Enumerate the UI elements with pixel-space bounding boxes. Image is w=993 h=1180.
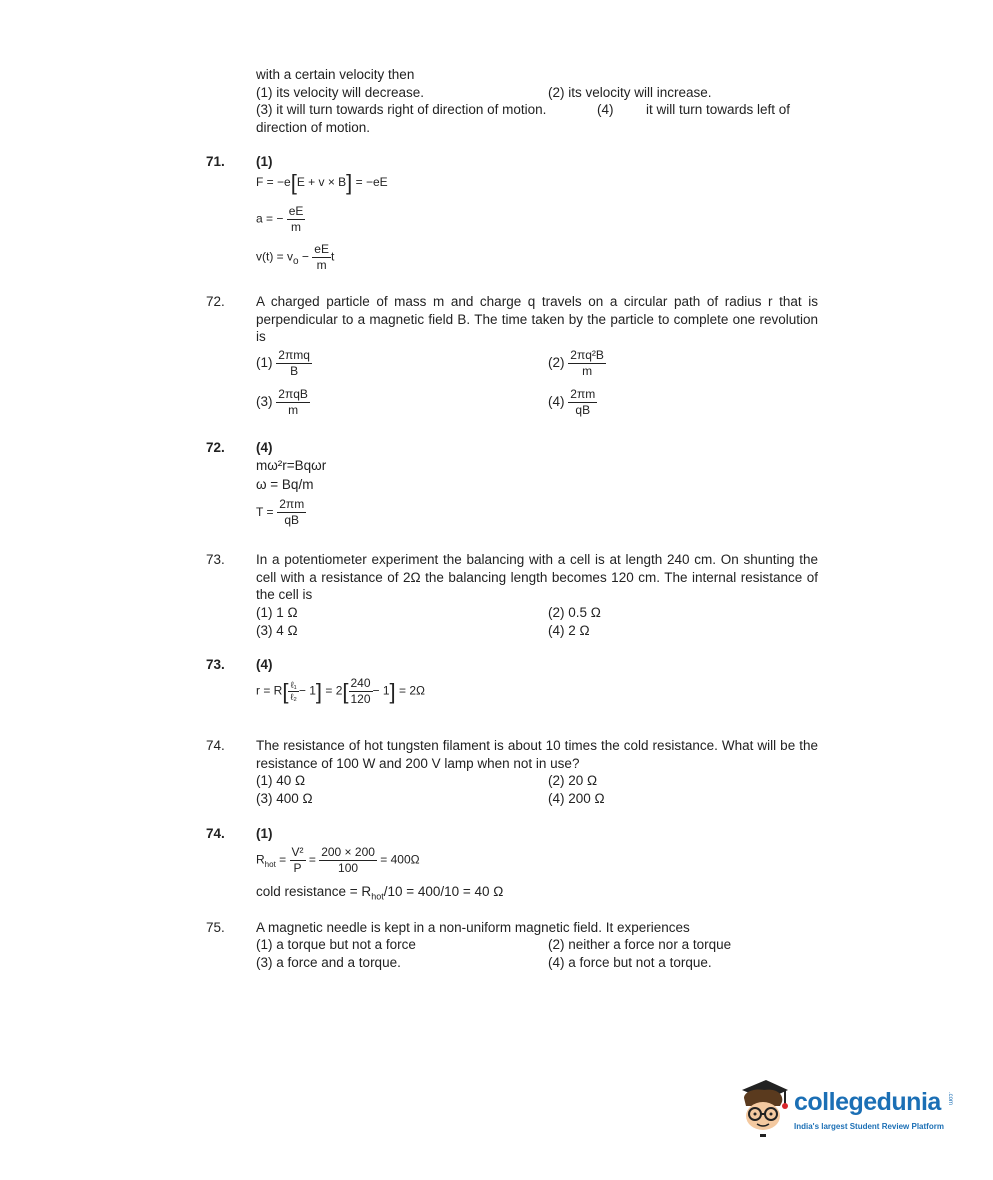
- logo-tagline: India's largest Student Review Platform: [794, 1122, 944, 1131]
- option-3: (3) a force and a torque.: [256, 955, 401, 970]
- intro-option-2: (2) its velocity will increase.: [548, 85, 712, 100]
- question-number: 73.: [206, 552, 225, 567]
- logo-wordmark: collegedunia: [794, 1088, 941, 1116]
- option-2: (2) 20 Ω: [548, 773, 598, 788]
- option-4: (4) 200 Ω: [548, 791, 605, 806]
- question-text: The resistance of hot tungsten filament is about 10 times the cold resistance. What will be the resistance of 100 W and 200 V lamp when not in use?: [256, 738, 818, 771]
- mascot-icon: [736, 1076, 792, 1142]
- option-3: (3) 4 Ω: [256, 623, 298, 638]
- option-2: (2) $\frac{\text{2πq²B}}{m}$: [548, 348, 604, 378]
- equation-force: F = −e[E + v × B] = −eE: [256, 170, 388, 195]
- option-1: (1) 1 Ω: [256, 605, 298, 620]
- option-4: (4) $\frac{2\pi m}{qB}$: [548, 387, 596, 417]
- solution-cold-resistance: cold resistance = $R_{hot}/10 = 400/10 = 40$ Ω: [256, 884, 504, 902]
- fraction: $\frac{eE}{m}$: [314, 242, 329, 272]
- eq-lhs: a = −: [256, 211, 284, 226]
- intro-option-4-text: it will turn towards left of: [646, 102, 791, 117]
- option-1: (1) $\frac{\text{2πmq}}{B}$: [256, 348, 310, 378]
- solution-line-2: ω = Bq/m: [256, 477, 314, 492]
- logo-suffix: .com: [947, 1092, 953, 1106]
- answer-number: 71.: [206, 154, 225, 169]
- answer-number: 73.: [206, 657, 225, 672]
- intro-option-4-continued: direction of motion.: [256, 120, 371, 135]
- option-1: (1) 40 Ω: [256, 773, 306, 788]
- intro-option-1: (1) its velocity will decrease.: [256, 85, 425, 100]
- intro-option-4-number: (4): [597, 102, 614, 117]
- option-3: (3) $\frac{\text{2πqB}}{m}$: [256, 387, 308, 417]
- question-number: 74.: [206, 738, 225, 753]
- solution-equation: $R_{hot}$ = $\frac{\text{V²}}{P}$ = $\frac{200 \times 200}{100}$ = 400Ω: [256, 845, 420, 875]
- answer-option: (1): [256, 154, 273, 169]
- collegedunia-logo: [736, 1076, 956, 1146]
- eq-lhs: F = −e: [256, 175, 291, 190]
- option-2: (2) 0.5 Ω: [548, 605, 601, 620]
- option-2: (2) neither a force nor a torque: [548, 937, 732, 952]
- solution-line-1: mω²r=Bqωr: [256, 458, 327, 473]
- answer-option: (4): [256, 657, 273, 672]
- question-number: 75.: [206, 920, 225, 935]
- equation-velocity: $v(t) = v_o$ − $\frac{eE}{m}$ t: [256, 242, 335, 272]
- answer-number: 74.: [206, 826, 225, 841]
- question-text: A magnetic needle is kept in a non-uniform magnetic field. It experiences: [256, 920, 690, 935]
- option-1: (1) a torque but not a force: [256, 937, 416, 952]
- equation-acceleration: [256, 204, 305, 235]
- option-4: (4) a force but not a torque.: [548, 955, 712, 970]
- intro-option-3: (3) it will turn towards right of direction of motion.: [256, 102, 547, 117]
- answer-number: 72.: [206, 440, 225, 455]
- eq-bracket-content: E + v × B: [296, 175, 347, 190]
- solution-equation: r = R[ $\frac{\text{ℓ₁}}{\text{ℓ₂}}$ − 1] = 2[ $\frac{240}{120}$ − 1] = 2Ω: [256, 676, 426, 706]
- intro-line: with a certain velocity then: [256, 67, 415, 82]
- answer-option: (1): [256, 826, 273, 841]
- question-text: A charged particle of mass m and charge q travels on a circular path of radius r that is perpendicular to a magnetic field B. The time taken by the particle to complete one revolution is: [256, 294, 818, 344]
- fraction: $\frac{eE}{m}$: [288, 204, 304, 234]
- question-number: 72.: [206, 294, 225, 309]
- question-text: In a potentiometer experiment the balancing with a cell is at length 240 cm. On shunting the cell with a resistance of 2Ω the balancing length becomes 120 cm. The internal resistance of the cell is: [256, 552, 818, 602]
- option-4: (4) 2 Ω: [548, 623, 590, 638]
- eq-rhs: = −eE: [355, 175, 388, 190]
- solution-line-3: T = $\frac{2\pi m}{qB}$: [256, 497, 305, 527]
- option-3: (3) 400 Ω: [256, 791, 313, 806]
- answer-option: (4): [256, 440, 273, 455]
